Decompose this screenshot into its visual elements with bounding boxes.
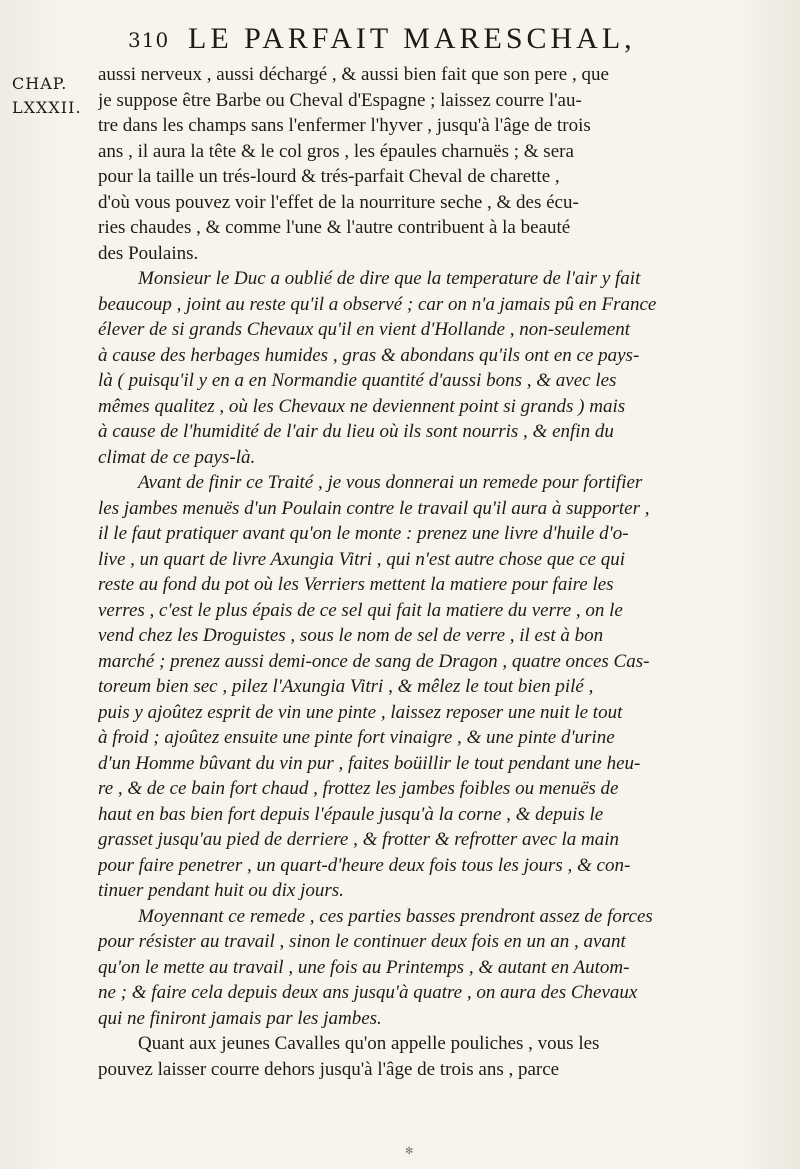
text-line: là ( puisqu'il y en a en Normandie quantité d'aussi bons , & avec les — [98, 370, 617, 391]
text-line: qu'on le mette au travail , une fois au Printemps , & autant en Autom- — [98, 956, 630, 978]
text-line: climat de ce pays-là. — [98, 446, 256, 468]
chapter-marginal-label — [12, 72, 92, 120]
text-line: Avant de finir ce Traité , je vous donnerai un remede pour fortifier — [138, 472, 643, 493]
text-line: à cause des herbages humides , gras & abondans qu'ils ont en ce pays- — [98, 344, 640, 366]
text-line: Moyennant ce remede , ces parties basses prendront assez de forces — [138, 905, 653, 927]
ornament-icon: ✻ — [405, 1146, 414, 1157]
text-line: live , un quart de livre Axungia Vitri , qui n'est autre chose que ce qui — [98, 548, 625, 570]
chapter-label-line: CHAP. — [12, 74, 68, 93]
text-line: puis y ajoûtez esprit de vin une pinte , laissez reposer une nuit le tout — [98, 701, 623, 723]
running-title: LE PARFAIT MARESCHAL, — [188, 22, 636, 55]
text-line: vend chez les Droguistes , sous le nom de sel de verre , il est à bon — [98, 625, 604, 646]
text-line: grasset jusqu'au pied de derriere , & frotter & refrotter avec la main — [98, 829, 620, 850]
body-text — [98, 62, 760, 1082]
page-number: 310 — [128, 28, 170, 52]
text-line: Monsieur le Duc a oublié de dire que la temperature de l'air y fait — [138, 268, 641, 289]
text-line: à froid ; ajoûtez ensuite une pinte fort vinaigre , & une pinte d'urine — [98, 727, 615, 748]
text-line: reste au fond du pot où les Verriers mettent la matiere pour faire les — [98, 574, 614, 595]
text-line: pouvez laisser courre dehors jusqu'à l'âge de trois ans , parce — [98, 1058, 560, 1080]
text-line: à cause de l'humidité de l'air du lieu où ils sont nourris , & enfin du — [98, 421, 614, 442]
text-line: d'un Homme bûvant du vin pur , faites boüillir le tout pendant une heu- — [98, 752, 641, 774]
text-line: verres , c'est le plus épais de ce sel qui fait la matiere du verre , on le — [98, 599, 623, 621]
text-line: marché ; prenez aussi demi-once de sang de Dragon , quatre onces Cas- — [98, 650, 650, 672]
text-line: des Poulains. — [98, 242, 199, 264]
text-line: beaucoup , joint au reste qu'il a observé ; car on n'a jamais pû en France — [98, 293, 657, 315]
text-line: il le faut pratiquer avant qu'on le monte : prenez une livre d'huile d'o- — [98, 523, 629, 544]
text-line: toreum bien sec , pilez l'Axungia Vitri , & mêlez le tout bien pilé , — [98, 676, 594, 697]
chapter-label-line: LXXXII. — [12, 98, 82, 117]
text-line: pour résister au travail , sinon le continuer deux fois en un an , avant — [98, 931, 626, 952]
text-line: mêmes qualitez , où les Chevaux ne deviennent point si grands ) mais — [98, 395, 626, 417]
text-line: ans , il aura la tête & le col gros , les épaules charnuës ; & sera — [98, 140, 574, 162]
text-line: ries chaudes , & comme l'une & l'autre contribuent à la beauté — [98, 217, 571, 238]
text-line: tre dans les champs sans l'enfermer l'hyver , jusqu'à l'âge de trois — [98, 115, 591, 136]
text-line: qui ne finiront jamais par les jambes. — [98, 1007, 382, 1029]
text-line: d'où vous pouvez voir l'effet de la nourriture seche , & des écu- — [98, 191, 579, 213]
text-line: re , & de ce bain fort chaud , frottez les jambes foibles ou menuës de — [98, 778, 619, 799]
text-line: aussi nerveux , aussi déchargé , & aussi bien fait que son pere , que — [98, 64, 609, 85]
text-line: pour faire penetrer , un quart-d'heure deux fois tous les jours , & con- — [98, 854, 631, 876]
text-line: ne ; & faire cela depuis deux ans jusqu'à quatre , on aura des Chevaux — [98, 982, 638, 1003]
text-line: pour la taille un trés-lourd & trés-parfait Cheval de charette , — [98, 166, 560, 187]
text-line: haut en bas bien fort depuis l'épaule jusqu'à la corne , & depuis le — [98, 803, 604, 825]
text-line: les jambes menuës d'un Poulain contre le travail qu'il aura à supporter , — [98, 497, 650, 519]
page-header — [128, 22, 760, 62]
text-line: Quant aux jeunes Cavalles qu'on appelle pouliches , vous les — [138, 1033, 600, 1054]
text-line: élever de si grands Chevaux qu'il en vient d'Hollande , non-seulement — [98, 319, 631, 340]
text-line: tinuer pendant huit ou dix jours. — [98, 880, 344, 901]
text-line: je suppose être Barbe ou Cheval d'Espagne ; laissez courre l'au- — [98, 89, 582, 111]
